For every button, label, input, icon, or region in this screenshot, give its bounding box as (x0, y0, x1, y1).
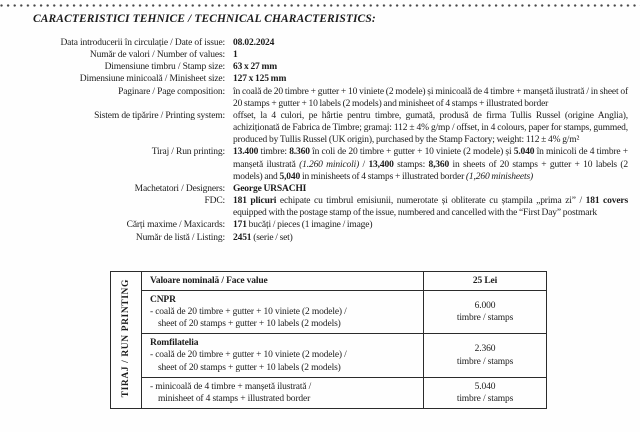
field-value: offset, la 4 culori, pe hârtie pentru timbre, gumată, produsă de firma Tullis Russel (origine Anglia), achiziționată de Fabrica de Timbre; gramaj: 112 ± 4% g/mp / offset, in 4 colours, paper for stamps, gummed, produced by Tullis Russel (UK origin), purchased by the Stamp Factory; weight: 112 ± 4% g/m² (233, 110, 628, 146)
field-row-designers (0, 183, 628, 195)
page-title: CARACTERISTICI TEHNICE / TECHNICAL CHARACTERISTICS: (33, 13, 376, 25)
row-description (142, 291, 424, 334)
field-row-fdc (0, 195, 628, 219)
field-row-date-of-issue (0, 37, 628, 49)
field-value: 1 (233, 50, 238, 61)
field-value: 63 x 27 mm (233, 62, 278, 73)
table-row-romfilatelia (111, 334, 547, 377)
quantity-value: 2.360 (474, 344, 496, 355)
row-line1: - minicoală de 4 timbre + manșetă ilustrată / (150, 381, 312, 392)
field-label: Machetatori / Designers: (134, 183, 225, 194)
field-value: 181 plicuri echipate cu timbrul emisiunii, numerotate și obliterate cu ștampila „prima zi” / 181 covers equipped with the postage stamp of the issue, numbered and cancelled with the “First Day” postmark (233, 196, 628, 219)
row-description (142, 334, 424, 377)
table-row-minisheet (111, 377, 547, 408)
face-value-header-label: Valoare nominală / Face value (150, 276, 268, 286)
field-value: George URSACHI (233, 183, 307, 194)
row-line2: sheet of 20 stamps + gutter + 10 labels (2 models) (158, 319, 341, 330)
row-quantity (424, 377, 547, 408)
row-quantity (424, 291, 547, 334)
field-row-stamp-size (0, 61, 628, 73)
field-value: 127 x 125 mm (233, 74, 287, 85)
row-line2: sheet of 20 stamps + gutter + 10 labels (2 models) (158, 362, 341, 373)
field-value: în coală de 20 timbre + gutter + 10 viniete (2 modele) și minicoală de 4 timbre + manșetă ilustrată / in sheet of 20 stamps + gutter + 10 labels (2 models) and minisheet of 4 stamps + illustrated border (233, 86, 628, 109)
table-side-cell (111, 272, 142, 409)
face-value-amount-label: 25 Lei (472, 276, 498, 286)
field-label: Paginare / Page composition: (118, 86, 225, 97)
row-description (142, 377, 424, 408)
row-line1: - coală de 20 timbre + gutter + 10 viniete (2 modele) / (150, 307, 347, 318)
field-label: Număr de listă / Listing: (135, 232, 225, 243)
field-label: Dimensiune timbru / Stamp size: (104, 62, 225, 73)
field-value: 171 bucăți / pieces (1 imagine / image) (233, 220, 373, 231)
face-value-header (142, 272, 424, 291)
field-row-minisheet-size (0, 73, 628, 85)
perforation-dots (0, 4, 640, 7)
field-row-run-printing (0, 146, 628, 182)
field-value: 2451 (serie / set) (233, 232, 293, 243)
row-title: CNPR (150, 295, 176, 306)
technical-fields (0, 37, 628, 244)
face-value-amount (424, 272, 547, 291)
field-row-listing (0, 232, 628, 244)
field-label: FDC: (204, 196, 225, 207)
table-row-cnpr (111, 291, 547, 334)
field-label: Cărți maxime / Maxicards: (126, 220, 225, 231)
field-value: 13.400 timbre: 8.360 în coli de 20 timbre + gutter + 10 viniete (2 modele) și 5.040 în minicoli de 4 timbre + manșetă ilustrată (1.260 minicoli) / 13,400 stamps: 8,360 in sheets of 20 stamps + gutter + 10 labels (2 models) and 5,040 in minisheets of 4 stamps + illustrated border (1,260 minisheets) (233, 147, 628, 182)
field-label: Număr de valori / Number of values: (89, 50, 225, 61)
field-row-printing-system (0, 110, 628, 146)
quantity-unit: timbre / stamps (456, 356, 514, 367)
field-row-page-composition (0, 86, 628, 110)
field-row-number-of-values (0, 49, 628, 61)
row-line1: - coală de 20 timbre + gutter + 10 viniete (2 modele) / (150, 350, 347, 361)
field-label: Dimensiune minicoală / Minisheet size: (79, 74, 225, 85)
field-label: Tiraj / Run printing: (151, 147, 225, 158)
table-side-label: TIRAJ / RUN PRINTING (120, 278, 131, 398)
row-quantity (424, 334, 547, 377)
field-row-maxicards (0, 219, 628, 231)
table-header-row (111, 272, 547, 291)
row-line2: minisheet of 4 stamps + illustrated border (158, 393, 311, 404)
quantity-value: 5.040 (474, 381, 496, 392)
field-label: Data introducerii în circulație / Date of issue: (60, 38, 225, 48)
quantity-value: 6.000 (474, 301, 496, 312)
quantity-unit: timbre / stamps (456, 313, 514, 324)
field-label: Sistem de tipărire / Printing system: (94, 110, 225, 121)
field-value: 08.02.2024 (233, 38, 275, 48)
quantity-unit: timbre / stamps (456, 393, 514, 404)
run-printing-table (110, 271, 547, 409)
row-title: Romfilatelia (150, 338, 199, 349)
